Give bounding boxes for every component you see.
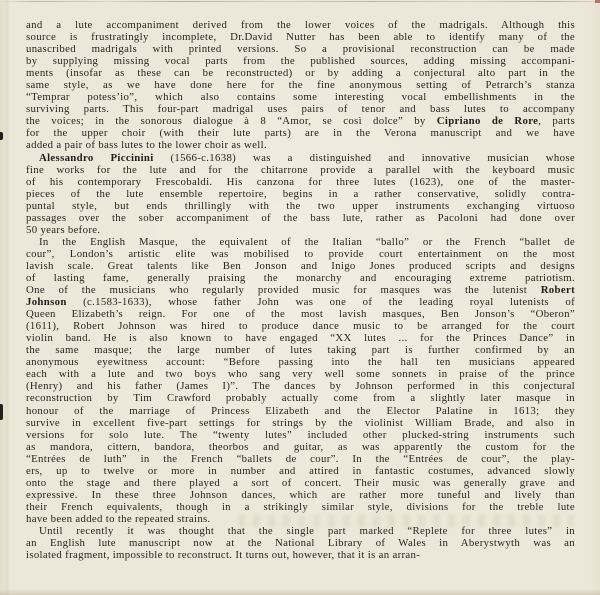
text-line: survive in excellent five-part settings for strings by the violinist William Brade, and also in	[26, 416, 575, 429]
text-line: an English lute manuscript now at the National Library of Wales in Aberystwyth was an	[26, 537, 575, 550]
text-line: of lasting fame, generally praising the monarchy and encouraging extreme patriotism.	[26, 271, 575, 284]
text-line: for the upper choir (with their lute parts) are in the Verona manuscript and we have	[26, 127, 575, 140]
page-crease	[5, 0, 9, 595]
text-line: 50 years before.	[26, 223, 101, 236]
text-line: lavish scale. Great talents like Ben Jonson and Inigo Jones produced scripts and designs	[26, 259, 575, 272]
bold-name: Johnson	[26, 296, 67, 309]
text-line: their French equivalents, though in a strikingly similar style, divisions for the treble lute	[26, 500, 575, 513]
text-line: Alessandro Piccinini (1566-c.1638) was a distinguished and innovative musician whose	[39, 151, 575, 164]
text-line: have been added to the repeated strains.	[26, 512, 211, 525]
page-text	[26, 19, 575, 561]
text-line: Queen Elizabeth’s reign. For one of the most lavish masques, Ben Jonson’s “Oberon”	[26, 308, 575, 321]
scan-top-edge-line	[0, 1, 600, 2]
text-line: ments (insofar as these can be reconstructed) or by adding a conjectural alto part in the	[26, 67, 575, 80]
text-line: reconstruction by Tim Crawford probably actually come from a slightly later masque in	[26, 392, 575, 405]
text-line: (Henry) and his father (James I)”. The dances by Johnson performed in this conjectural	[26, 380, 575, 393]
bold-name: Robert	[540, 284, 575, 297]
scan-corner-mark	[595, 0, 600, 3]
text-line: (1611), Robert Johnson was hired to produce dance music to be arranged for the court	[26, 320, 575, 333]
scan-bottom-shade	[0, 589, 600, 595]
text-line: expressive. In these three Johnson dances, which are rather more tuneful and lively than	[26, 488, 575, 501]
text-line: same style, as we have done here for the fine anonymous setting of Petrarch’s stanza	[26, 79, 575, 92]
text-line: the voices; in the sonorous dialogue à 8 “Amor, se così dolce” by Cipriano de Rore, parts	[26, 115, 575, 128]
text-line: the same masque; the large number of lutes taking part is further confirmed by an	[26, 344, 575, 357]
text-line: “Entrées de luth” in the French “ballets de cour”. In the “Entrées de cour”, the play-	[26, 452, 575, 465]
text-line: puntal style, but ends thrillingly with the two upper instruments exchanging virtuoso	[26, 199, 575, 212]
text-line: honour of the marriage of Princess Elizabeth and the Elector Palatine in 1613; they	[26, 404, 575, 417]
text-line: of his contemporary Frescobaldi. His canzona for three lutes (1623), one of the master-	[26, 175, 575, 188]
text-line: onto the stage and there played a sort of concert. Their music was generally grave and	[26, 476, 575, 489]
text-line: Johnson (c.1583-1633), whose father John was one of the leading royal lutenists of	[26, 296, 575, 309]
text-line: as mandora, cittern, bandora, theorbos and guitar, as was apparently the custom for the	[26, 440, 575, 453]
text-line: violin band. He is also known to have engaged “XX lutes ... for the Princes Dance” in	[26, 332, 575, 345]
bold-name: Cipriano de Rore	[436, 115, 539, 128]
text-line: and a lute accompaniment derived from the lower voices of the madrigals. Although this	[26, 19, 575, 31]
text-line: One of the musicians who regularly provided music for masques was the lutenist Robert	[26, 284, 575, 297]
text-line: added a pair of bass lutes to the lower choir as well.	[26, 139, 267, 152]
text-line: anonymous eyewitness account: “Before passing into the hall ten musicians appeared	[26, 356, 575, 369]
bold-name: Alessandro Piccinini	[39, 151, 154, 164]
text-line: unascribed madrigals with printed versions. So a provisional reconstruction can be made	[26, 43, 575, 56]
text-line: surviving parts. This four-part madrigal uses pairs of tenor and bass lutes to accompany	[26, 103, 575, 116]
text-line: source is frustratingly incomplete, Dr.David Nutter has been able to identify many of the	[26, 31, 575, 44]
left-edge-speck	[0, 132, 3, 140]
text-line: In the English Masque, the equivalent of the Italian “ballo” or the French “ballet de	[39, 235, 575, 248]
text-line: ers, up to twelve or more in number and attired in fantastic costumes, advanced slowly	[26, 464, 575, 477]
text-line: versions for solo lute. The “twenty lutes” included other plucked-string instruments such	[26, 428, 575, 441]
text-line: cour”, London’s artistic elite was mobilised to provide court entertainment on the most	[26, 247, 575, 260]
text-line: isolated fragment, impossible to reconstruct. It turns out, however, that it is an arran-	[26, 549, 421, 562]
text-line: by supplying missing vocal parts from the published sources, adding missing accompani-	[26, 55, 575, 68]
text-line: passages over the sober accompaniment of the bass lute, rather as Pacoloni had done over	[26, 211, 575, 224]
text-line: fine works for the lute and for the chitarrone provide a parallel with the keyboard music	[26, 163, 575, 176]
text-line: “Temprar potess’io”, which also contains some interesting vocal embellishments in the	[26, 91, 575, 104]
text-line: Until recently it was thought that the single part marked “Replete for three lutes” in	[39, 524, 575, 537]
text-line: each with a lute and two boys who sang very well some sonnets in praise of the prince	[26, 368, 575, 381]
text-line: pieces of the lute ensemble repertoire, begins in a rather conservative, solidly contra-	[26, 187, 575, 200]
left-edge-speck	[0, 404, 3, 420]
